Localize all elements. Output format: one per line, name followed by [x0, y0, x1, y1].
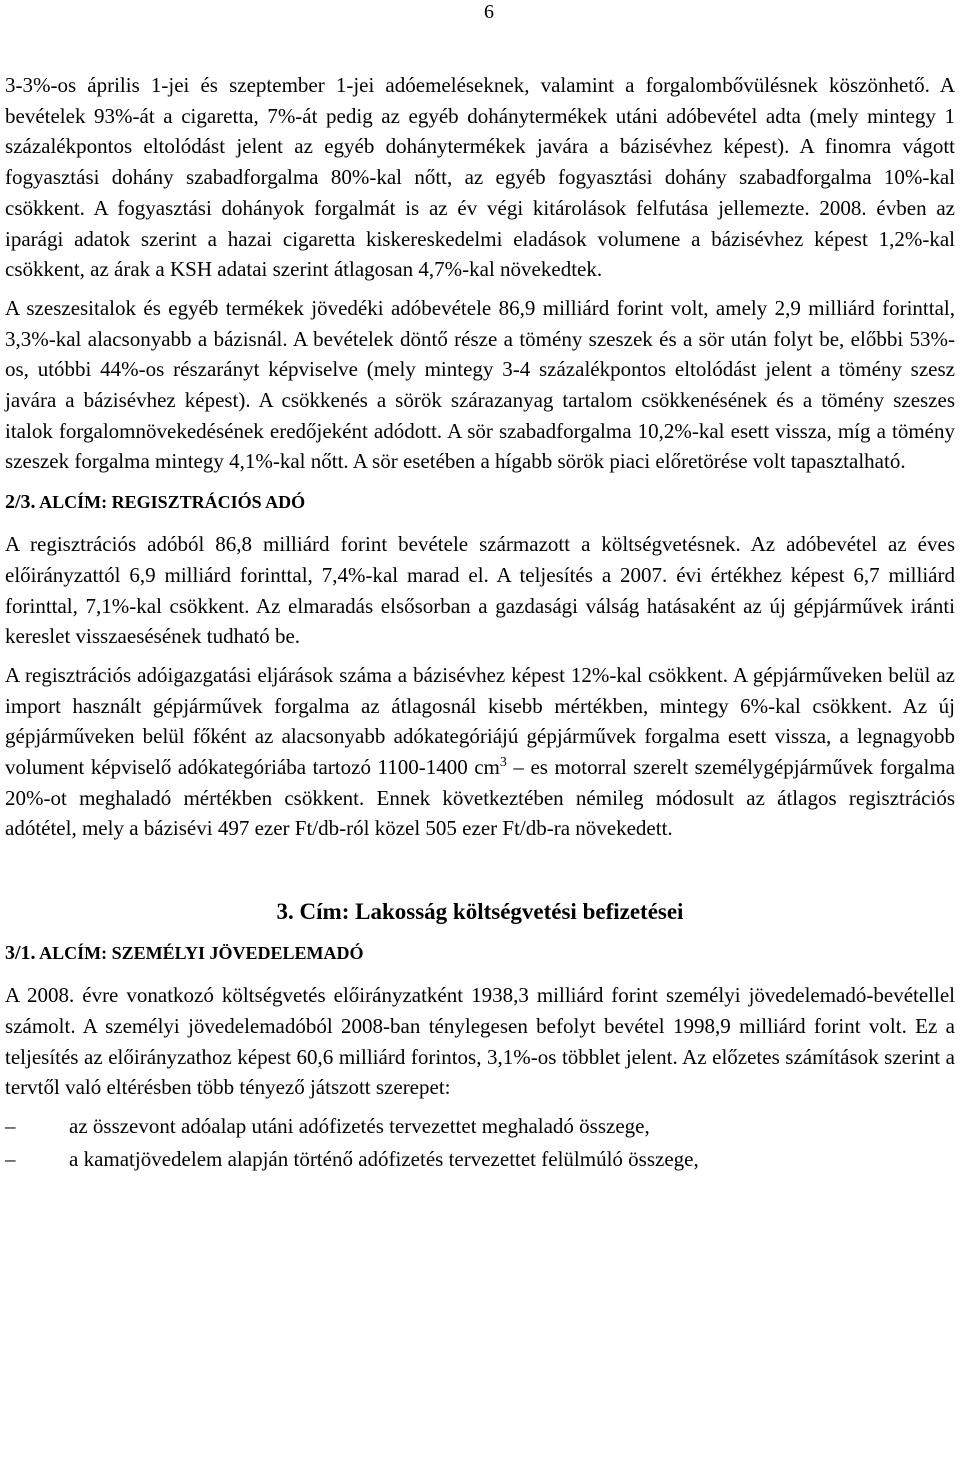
page-number: 6 [484, 1, 494, 23]
subheading-text: ALCÍM: REGISZTRÁCIÓS ADÓ [39, 492, 306, 513]
paragraph-text-before: A regisztrációs adóigazgatási eljárások száma a bázisévhez képest 12%-kal csökkent. A gépjárműveken belül az import használt gépjárművek forgalma az átlagosnál kisebb mértékben, mintegy 6%-kal csökkent. Az új gépjárműveken belül főként az alacsonyabb adókategóriájú gépjárművek forgalma esett vissza, a legnagyobb volument képviselő adókategóriába tartozó 1100-1400 cm [5, 662, 955, 780]
paragraph-tobacco: 3-3%-os április 1-jei és szeptember 1-jei adóemeléseknek, valamint a forgalombővülésnek köszönhető. A bevételek 93%-át a cigaretta, 7%-át pedig az egyéb dohánytermékek utáni adóbevétel adta (mely mintegy 1 százalékpontos eltolódást jelent az egyéb dohánytermékek javára a bázisévhez képest). A finomra vágott fogyasztási dohány szabadforgalma 80%-kal nőtt, az egyéb fogyasztási dohány szabadforgalma 10%-kal csökkent. A fogyasztási dohányok forgalmát is az év végi kitárolások felfutása jellemezte. 2008. évben az iparági adatok szerint a hazai cigaretta kiskereskedelmi eladások volumene a bázisévhez képest 1,2%-kal csökkent, az árak a KSH adatai szerint átlagosan 4,7%-kal növekedtek. [5, 73, 955, 282]
subheading-text: ALCÍM: SZEMÉLYI JÖVEDELEMADÓ [39, 943, 364, 964]
subheading-number: 3/1. [5, 942, 36, 965]
list-item [5, 1111, 955, 1142]
paragraph-registration-revenue: A regisztrációs adóból 86,8 milliárd forint bevétele származott a költségvetésnek. Az adóbevétel az éves előirányzattól 6,9 milliárd forinttal, 7,4%-kal marad el. A teljesítés a 2007. évi értékhez képest 6,7 milliárd forinttal, 7,1%-kal csökkent. Az elmaradás elsősorban a gazdasági válság hatásaként az új gépjárművek iránti kereslet visszaesésének tudható be. [5, 532, 955, 649]
main-heading: 3. Cím: Lakosság költségvetési befizetései [276, 899, 684, 925]
list-item-text: az összevont adóalap utáni adófizetés tervezettet meghaladó összege, [69, 1113, 650, 1138]
factor-list [5, 1111, 955, 1174]
subheading-registration-tax [5, 487, 955, 517]
paragraph-income-tax: A 2008. évre vonatkozó költségvetés előirányzatként 1938,3 milliárd forint személyi jövedelemadó-bevétellel számolt. A személyi jövedelemadóból 2008-ban ténylegesen befolyt bevétel 1998,9 milliárd forint volt. Ez a teljesítés az előirányzathoz képest 60,6 milliárd forintos, 3,1%-os többlet jelent. Az előzetes számítások szerint a tervtől való eltérésben több tényező játszott szerepet: [5, 983, 955, 1100]
dash-marker: – [5, 1146, 16, 1171]
paragraph-text-after: – es motorral szerelt személygépjárművek forgalma 20%-ot meghaladó mértékben csökkent. Ennek következtében némileg módosult az átlagos regisztrációs adótétel, mely a bázisévi 497 ezer Ft/db-ról közel 505 ezer Ft/db-ra növekedett. [5, 755, 955, 841]
list-item-text: a kamatjövedelem alapján történő adófizetés tervezettet felülmúló összege, [69, 1146, 699, 1171]
paragraph-registration-procedures [5, 660, 955, 844]
list-item [5, 1144, 955, 1175]
subheading-personal-income-tax [5, 938, 955, 968]
subheading-number: 2/3. [5, 491, 36, 514]
superscript: 3 [499, 755, 507, 771]
paragraph-spirits: A szeszesitalok és egyéb termékek jövedéki adóbevétele 86,9 milliárd forint volt, amely 2,9 milliárd forinttal, 3,3%-kal alacsonyabb a bázisnál. A bevételek döntő része a tömény szeszek és a sör után folyt be, előbbi 53%-os, utóbbi 44%-os részarányt képviselve (mely mintegy 3-4 százalékpontos eltolódást jelent a tömény szesz javára a bázisévhez képest). A csökkenés a sörök szárazanyag tartalom csökkenésének és a tömény szeszes italok forgalomnövekedésének eredőjeként adódott. A sör szabadforgalma 10,2%-kal esett vissza, míg a tömény szeszek forgalma mintegy 4,1%-kal nőtt. A sör esetében a hígabb sörök piaci előretörése volt tapasztalható. [5, 295, 955, 474]
page-content [5, 70, 955, 1176]
dash-marker: – [5, 1113, 16, 1138]
